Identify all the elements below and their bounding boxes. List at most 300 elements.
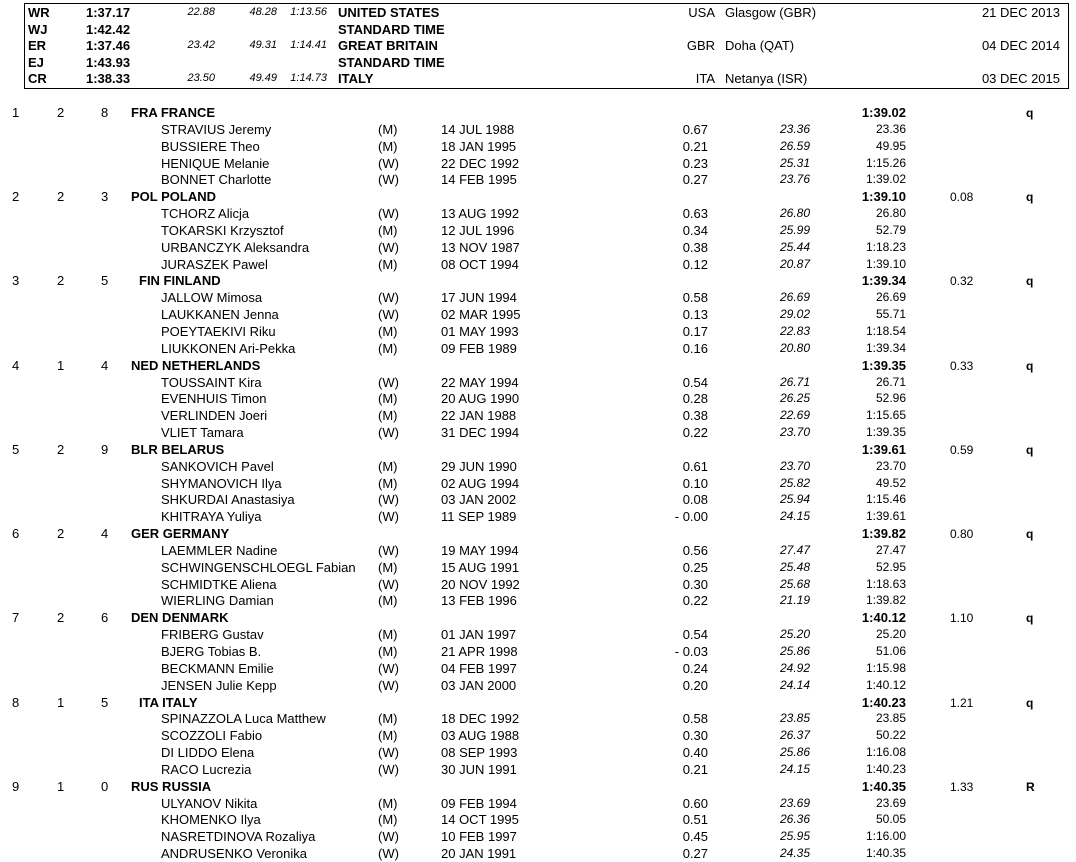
swimmer-birthdate: 12 JUL 1996 bbox=[441, 222, 515, 238]
reaction-time: 0.38 bbox=[682, 408, 708, 424]
leg-split: 25.31 bbox=[779, 155, 810, 170]
swimmer-birthdate: 03 AUG 1988 bbox=[441, 728, 520, 744]
qualification-mark: q bbox=[1026, 442, 1034, 457]
swimmer-name: STRAVIUS Jeremy bbox=[161, 121, 272, 137]
swimmer-row bbox=[0, 407, 1076, 424]
swimmer-row bbox=[0, 828, 1076, 845]
swimmer-name: POEYTAEKIVI Riku bbox=[161, 323, 276, 339]
reaction-time: 0.51 bbox=[682, 812, 708, 828]
record-noc: USA bbox=[688, 5, 715, 20]
swimmer-gender: (W) bbox=[378, 172, 399, 188]
swimmer-name: JALLOW Mimosa bbox=[161, 290, 263, 306]
cumulative-time: 1:39.82 bbox=[865, 593, 906, 608]
team-heat: 1 bbox=[57, 357, 65, 373]
swimmer-row bbox=[0, 121, 1076, 138]
team-time-behind: 0.08 bbox=[950, 190, 974, 205]
swimmer-row bbox=[0, 576, 1076, 593]
leg-split: 24.92 bbox=[779, 660, 810, 675]
team-rank: 3 bbox=[12, 273, 20, 289]
reaction-time: 0.24 bbox=[682, 660, 708, 676]
swimmer-name: LAUKKANEN Jenna bbox=[161, 307, 279, 323]
swimmer-row bbox=[0, 340, 1076, 357]
reaction-time: 0.08 bbox=[682, 492, 708, 508]
swimmer-gender: (M) bbox=[378, 728, 398, 744]
reaction-time: 0.25 bbox=[682, 559, 708, 575]
cumulative-time: 1:18.23 bbox=[865, 239, 906, 254]
reaction-time: 0.58 bbox=[682, 711, 708, 727]
swimmer-name: TOUSSAINT Kira bbox=[161, 374, 262, 390]
swimmer-birthdate: 20 NOV 1992 bbox=[441, 576, 520, 592]
swimmer-name: SPINAZZOLA Luca Matthew bbox=[161, 711, 326, 727]
swimmer-birthdate: 11 SEP 1989 bbox=[441, 509, 517, 525]
swimmer-birthdate: 13 AUG 1992 bbox=[441, 206, 520, 222]
swimmer-name: JENSEN Julie Kepp bbox=[161, 677, 277, 693]
team-row bbox=[0, 609, 1076, 626]
swimmer-name: SHKURDAI Anastasiya bbox=[161, 492, 295, 508]
record-code: EJ bbox=[28, 54, 44, 70]
leg-split: 25.99 bbox=[779, 222, 810, 237]
swimmer-gender: (W) bbox=[378, 829, 399, 845]
swimmer-gender: (M) bbox=[378, 559, 398, 575]
team-time-behind: 0.33 bbox=[950, 358, 974, 373]
swimmer-birthdate: 31 DEC 1994 bbox=[441, 425, 520, 441]
cumulative-time: 1:15.46 bbox=[865, 492, 906, 507]
record-time: 1:42.42 bbox=[86, 21, 131, 37]
swimmer-name: SCHWINGENSCHLOEGL Fabian bbox=[161, 559, 356, 575]
record-code: WR bbox=[28, 5, 50, 20]
swimmer-name: SCHMIDTKE Aliena bbox=[161, 576, 277, 592]
team-total-time: 1:39.02 bbox=[861, 105, 906, 120]
swimmer-gender: (W) bbox=[378, 509, 399, 525]
team-rank: 5 bbox=[12, 441, 20, 457]
team-lane: 3 bbox=[101, 189, 109, 205]
swimmer-name: ANDRUSENKO Veronika bbox=[161, 846, 307, 862]
reaction-time: 0.54 bbox=[682, 374, 708, 390]
leg-split: 25.68 bbox=[779, 576, 810, 591]
team-heat: 2 bbox=[57, 526, 65, 542]
swimmer-row bbox=[0, 542, 1076, 559]
team-time-behind: 0.80 bbox=[950, 527, 974, 542]
record-holder: UNITED STATES bbox=[338, 5, 440, 20]
cumulative-time: 1:16.00 bbox=[865, 829, 906, 844]
swimmer-name: LIUKKONEN Ari-Pekka bbox=[161, 340, 296, 356]
swimmer-gender: (W) bbox=[378, 307, 399, 323]
swimmer-row bbox=[0, 424, 1076, 441]
swimmer-birthdate: 09 FEB 1989 bbox=[441, 340, 517, 356]
leg-split: 26.37 bbox=[779, 728, 810, 743]
cumulative-time: 1:39.34 bbox=[865, 340, 906, 355]
swimmer-gender: (W) bbox=[378, 677, 399, 693]
swimmer-birthdate: 22 JAN 1988 bbox=[441, 408, 517, 424]
team-name: NED NETHERLANDS bbox=[131, 357, 261, 373]
swimmer-name: RACO Lucrezia bbox=[161, 761, 252, 777]
cumulative-time: 49.52 bbox=[875, 475, 906, 490]
team-time-behind: 0.59 bbox=[950, 442, 974, 457]
swimmer-name: BUSSIERE Theo bbox=[161, 138, 260, 154]
team-lane: 4 bbox=[101, 357, 109, 373]
swimmer-birthdate: 30 JUN 1991 bbox=[441, 761, 517, 777]
reaction-time: 0.23 bbox=[682, 155, 708, 171]
swimmer-birthdate: 10 FEB 1997 bbox=[441, 829, 517, 845]
team-heat: 2 bbox=[57, 441, 65, 457]
cumulative-time: 52.95 bbox=[875, 559, 906, 574]
swimmer-gender: (M) bbox=[378, 408, 398, 424]
swimmer-row bbox=[0, 643, 1076, 660]
team-rank: 6 bbox=[12, 526, 20, 542]
team-rank: 8 bbox=[12, 694, 20, 710]
cumulative-time: 1:39.35 bbox=[865, 425, 906, 440]
swimmer-gender: (M) bbox=[378, 138, 398, 154]
reaction-time: 0.56 bbox=[682, 542, 708, 558]
cumulative-time: 1:18.54 bbox=[865, 323, 906, 338]
cumulative-time: 1:39.10 bbox=[865, 256, 906, 271]
team-heat: 1 bbox=[57, 694, 65, 710]
reaction-time: 0.20 bbox=[682, 677, 708, 693]
record-place: Netanya (ISR) bbox=[725, 71, 808, 87]
swimmer-birthdate: 08 OCT 1994 bbox=[441, 256, 519, 272]
team-name: BLR BELARUS bbox=[131, 441, 225, 457]
swimmer-gender: (W) bbox=[378, 155, 399, 171]
swimmer-birthdate: 09 FEB 1994 bbox=[441, 795, 517, 811]
team-row bbox=[0, 694, 1076, 711]
reaction-time: 0.21 bbox=[682, 138, 708, 154]
team-total-time: 1:39.61 bbox=[861, 441, 906, 457]
reaction-time: 0.22 bbox=[682, 593, 708, 609]
swimmer-name: WIERLING Damian bbox=[161, 593, 274, 609]
swimmer-gender: (M) bbox=[378, 391, 398, 407]
swimmer-name: VLIET Tamara bbox=[161, 425, 244, 441]
qualification-mark: q bbox=[1026, 611, 1034, 626]
swimmer-row bbox=[0, 289, 1076, 306]
cumulative-time: 1:40.35 bbox=[865, 846, 906, 861]
swimmer-gender: (M) bbox=[378, 323, 398, 339]
cumulative-time: 52.79 bbox=[875, 222, 906, 237]
swimmer-name: VERLINDEN Joeri bbox=[161, 408, 268, 424]
reaction-time: 0.45 bbox=[682, 829, 708, 845]
leg-split: 23.76 bbox=[779, 172, 810, 187]
record-split: 49.31 bbox=[249, 39, 277, 52]
swimmer-name: HENIQUE Melanie bbox=[161, 155, 270, 171]
leg-split: 26.59 bbox=[779, 138, 810, 153]
cumulative-time: 49.95 bbox=[875, 138, 906, 153]
record-time: 1:37.17 bbox=[86, 5, 131, 20]
leg-split: 22.83 bbox=[779, 323, 810, 338]
team-total-time: 1:40.12 bbox=[861, 610, 906, 626]
qualification-mark: R bbox=[1026, 779, 1035, 794]
swimmer-row bbox=[0, 155, 1076, 172]
team-total-time: 1:40.23 bbox=[861, 694, 906, 710]
cumulative-time: 25.20 bbox=[875, 627, 906, 642]
record-time: 1:37.46 bbox=[86, 38, 131, 54]
leg-split: 24.14 bbox=[779, 677, 810, 692]
team-name: ITA ITALY bbox=[139, 694, 198, 710]
leg-split: 24.15 bbox=[779, 761, 810, 776]
swimmer-row bbox=[0, 744, 1076, 761]
qualification-mark: q bbox=[1026, 527, 1034, 542]
swimmer-row bbox=[0, 222, 1076, 239]
swimmer-row bbox=[0, 171, 1076, 188]
team-row bbox=[0, 188, 1076, 205]
swimmer-row bbox=[0, 710, 1076, 727]
swimmer-birthdate: 04 FEB 1997 bbox=[441, 660, 517, 676]
swimmer-name: FRIBERG Gustav bbox=[161, 627, 264, 643]
swimmer-row bbox=[0, 727, 1076, 744]
leg-split: 25.86 bbox=[779, 745, 810, 760]
cumulative-time: 1:39.02 bbox=[865, 172, 906, 187]
swimmer-birthdate: 21 APR 1998 bbox=[441, 644, 518, 659]
swimmer-name: SANKOVICH Pavel bbox=[161, 458, 274, 474]
record-row bbox=[25, 37, 1068, 54]
reaction-time: 0.60 bbox=[682, 795, 708, 811]
swimmer-row bbox=[0, 811, 1076, 828]
swimmer-gender: (W) bbox=[378, 374, 399, 390]
cumulative-time: 1:18.63 bbox=[865, 576, 906, 591]
team-rank: 2 bbox=[12, 189, 20, 205]
leg-split: 29.02 bbox=[779, 307, 810, 322]
swimmer-gender: (W) bbox=[378, 761, 399, 777]
cumulative-time: 23.36 bbox=[875, 121, 906, 136]
reaction-time: 0.27 bbox=[682, 846, 708, 862]
swimmer-row bbox=[0, 475, 1076, 492]
swimmer-name: TCHORZ Alicja bbox=[161, 206, 250, 222]
record-code: WJ bbox=[28, 21, 48, 37]
reaction-time: 0.17 bbox=[682, 323, 708, 339]
swimmer-row bbox=[0, 845, 1076, 862]
team-rank: 4 bbox=[12, 357, 20, 373]
team-total-time: 1:39.10 bbox=[861, 189, 906, 205]
swimmer-gender: (W) bbox=[378, 846, 399, 862]
swimmer-name: JURASZEK Pawel bbox=[161, 256, 268, 272]
leg-split: 25.44 bbox=[779, 239, 810, 254]
reaction-time: - 0.00 bbox=[674, 509, 708, 525]
qualification-mark: q bbox=[1026, 358, 1034, 373]
team-row bbox=[0, 104, 1076, 121]
leg-split: 26.80 bbox=[779, 206, 810, 221]
swimmer-gender: (M) bbox=[378, 458, 398, 474]
team-time-behind: 1.33 bbox=[950, 779, 974, 794]
swimmer-row bbox=[0, 626, 1076, 643]
reaction-time: 0.34 bbox=[682, 222, 708, 238]
swimmer-gender: (M) bbox=[378, 222, 398, 238]
team-total-time: 1:39.34 bbox=[861, 273, 906, 289]
swimmer-gender: (W) bbox=[378, 425, 399, 441]
swimmer-gender: (M) bbox=[378, 812, 398, 828]
cumulative-time: 1:39.61 bbox=[865, 509, 906, 524]
swimmer-row bbox=[0, 458, 1076, 475]
leg-split: 25.82 bbox=[779, 475, 810, 490]
leg-split: 26.25 bbox=[779, 391, 810, 406]
swimmer-birthdate: 20 JAN 1991 bbox=[441, 846, 517, 862]
swimmer-birthdate: 14 JUL 1988 bbox=[441, 121, 515, 137]
team-time-behind: 0.32 bbox=[950, 274, 974, 289]
record-place: Glasgow (GBR) bbox=[725, 5, 817, 20]
swimmer-birthdate: 02 MAR 1995 bbox=[441, 307, 521, 323]
swimmer-gender: (W) bbox=[378, 542, 399, 558]
swimmer-row bbox=[0, 761, 1076, 778]
cumulative-time: 51.06 bbox=[875, 644, 906, 658]
reaction-time: 0.10 bbox=[682, 475, 708, 491]
swimmer-name: EVENHUIS Timon bbox=[161, 391, 267, 407]
reaction-time: 0.30 bbox=[682, 728, 708, 744]
leg-split: 26.36 bbox=[779, 812, 810, 827]
swimmer-birthdate: 18 DEC 1992 bbox=[441, 711, 520, 727]
team-lane: 6 bbox=[101, 610, 109, 626]
cumulative-time: 26.69 bbox=[875, 290, 906, 305]
team-heat: 2 bbox=[57, 610, 65, 626]
swimmer-row bbox=[0, 508, 1076, 525]
swimmer-name: DI LIDDO Elena bbox=[161, 745, 255, 761]
record-split: 1:13.56 bbox=[290, 6, 327, 18]
team-lane: 8 bbox=[101, 105, 109, 120]
swimmer-name: URBANCZYK Aleksandra bbox=[161, 239, 310, 255]
record-row bbox=[25, 21, 1068, 38]
team-rank: 7 bbox=[12, 610, 20, 626]
record-holder: STANDARD TIME bbox=[338, 54, 445, 70]
team-name: RUS RUSSIA bbox=[131, 778, 212, 794]
team-row bbox=[0, 778, 1076, 795]
record-noc: ITA bbox=[695, 71, 715, 87]
swimmer-gender: (M) bbox=[378, 795, 398, 811]
swimmer-birthdate: 18 JAN 1995 bbox=[441, 138, 517, 154]
swimmer-row bbox=[0, 205, 1076, 222]
swimmer-gender: (M) bbox=[378, 593, 398, 609]
swimmer-name: NASRETDINOVA Rozaliya bbox=[161, 829, 316, 845]
record-row bbox=[25, 54, 1068, 71]
swimmer-gender: (W) bbox=[378, 576, 399, 592]
swimmer-gender: (W) bbox=[378, 492, 399, 508]
leg-split: 23.85 bbox=[779, 711, 810, 726]
reaction-time: 0.67 bbox=[682, 121, 708, 137]
swimmer-row bbox=[0, 660, 1076, 677]
team-row bbox=[0, 357, 1076, 374]
team-lane: 5 bbox=[101, 694, 109, 710]
swimmer-row bbox=[0, 306, 1076, 323]
team-total-time: 1:40.35 bbox=[861, 778, 906, 794]
reaction-time: 0.16 bbox=[682, 340, 708, 356]
cumulative-time: 23.69 bbox=[875, 795, 906, 810]
cumulative-time: 52.96 bbox=[875, 391, 906, 406]
swimmer-name: KHITRAYA Yuliya bbox=[161, 509, 262, 525]
swimmer-row bbox=[0, 592, 1076, 609]
reaction-time: 0.63 bbox=[682, 206, 708, 222]
qualification-mark: q bbox=[1026, 190, 1034, 205]
swimmer-gender: (M) bbox=[378, 644, 398, 659]
swimmer-birthdate: 22 MAY 1994 bbox=[441, 374, 519, 390]
record-date: 03 DEC 2015 bbox=[981, 71, 1060, 87]
leg-split: 20.80 bbox=[779, 340, 810, 355]
team-name: FRA FRANCE bbox=[131, 105, 216, 120]
leg-split: 23.69 bbox=[779, 795, 810, 810]
reaction-time: 0.38 bbox=[682, 239, 708, 255]
record-noc: GBR bbox=[686, 38, 715, 54]
swimmer-gender: (M) bbox=[378, 475, 398, 491]
record-split: 48.28 bbox=[249, 6, 277, 18]
swimmer-gender: (W) bbox=[378, 290, 399, 306]
reaction-time: 0.54 bbox=[682, 627, 708, 643]
swimmer-birthdate: 19 MAY 1994 bbox=[441, 542, 519, 558]
swimmer-gender: (W) bbox=[378, 745, 399, 761]
leg-split: 26.71 bbox=[779, 374, 810, 389]
swimmer-gender: (M) bbox=[378, 340, 398, 356]
team-name: FIN FINLAND bbox=[139, 273, 221, 289]
team-total-time: 1:39.82 bbox=[861, 526, 906, 542]
swimmer-row bbox=[0, 491, 1076, 508]
record-split: 23.42 bbox=[187, 39, 215, 52]
record-code: CR bbox=[28, 71, 47, 87]
leg-split: 21.19 bbox=[779, 593, 810, 608]
record-holder: STANDARD TIME bbox=[338, 21, 445, 37]
qualification-mark: q bbox=[1026, 274, 1034, 289]
swimmer-row bbox=[0, 138, 1076, 155]
swimmer-birthdate: 03 JAN 2000 bbox=[441, 677, 517, 693]
swimmer-name: SCOZZOLI Fabio bbox=[161, 728, 263, 744]
leg-split: 23.70 bbox=[779, 458, 810, 473]
record-holder: ITALY bbox=[338, 71, 374, 87]
cumulative-time: 1:16.08 bbox=[865, 745, 906, 760]
leg-split: 23.70 bbox=[779, 425, 810, 440]
swimmer-birthdate: 14 FEB 1995 bbox=[441, 172, 517, 188]
swimmer-birthdate: 15 AUG 1991 bbox=[441, 559, 520, 575]
leg-split: 20.87 bbox=[779, 256, 810, 271]
team-lane: 4 bbox=[101, 526, 109, 542]
team-row bbox=[0, 441, 1076, 458]
team-heat: 1 bbox=[57, 778, 65, 794]
swimmer-gender: (M) bbox=[378, 121, 398, 137]
cumulative-time: 50.05 bbox=[875, 812, 906, 827]
swimmer-row bbox=[0, 390, 1076, 407]
swimmer-name: BECKMANN Emilie bbox=[161, 660, 274, 676]
swimmer-gender: (M) bbox=[378, 627, 398, 643]
swimmer-birthdate: 02 AUG 1994 bbox=[441, 475, 520, 491]
record-holder: GREAT BRITAIN bbox=[338, 38, 438, 54]
team-time-behind: 1.10 bbox=[950, 611, 974, 626]
reaction-time: 0.27 bbox=[682, 172, 708, 188]
team-lane: 0 bbox=[101, 778, 109, 794]
cumulative-time: 1:40.12 bbox=[865, 677, 906, 692]
records-box bbox=[24, 3, 1069, 89]
cumulative-time: 1:15.98 bbox=[865, 660, 906, 675]
record-place: Doha (QAT) bbox=[725, 38, 795, 54]
reaction-time: 0.22 bbox=[682, 425, 708, 441]
leg-split: 25.95 bbox=[779, 829, 810, 844]
swimmer-birthdate: 20 AUG 1990 bbox=[441, 391, 520, 407]
team-name: POL POLAND bbox=[131, 189, 216, 205]
reaction-time: - 0.03 bbox=[674, 644, 708, 659]
record-date: 04 DEC 2014 bbox=[981, 38, 1060, 54]
leg-split: 27.47 bbox=[779, 542, 810, 557]
leg-split: 25.86 bbox=[779, 644, 810, 658]
team-row bbox=[0, 525, 1076, 542]
swimmer-birthdate: 22 DEC 1992 bbox=[441, 155, 520, 171]
record-date: 21 DEC 2013 bbox=[981, 5, 1060, 20]
swimmer-name: ULYANOV Nikita bbox=[161, 795, 258, 811]
reaction-time: 0.12 bbox=[682, 256, 708, 272]
record-time: 1:43.93 bbox=[86, 54, 131, 70]
swimmer-row bbox=[0, 256, 1076, 273]
leg-split: 24.35 bbox=[779, 846, 810, 861]
leg-split: 23.36 bbox=[779, 121, 810, 136]
reaction-time: 0.58 bbox=[682, 290, 708, 306]
leg-split: 26.69 bbox=[779, 290, 810, 305]
swimmer-row bbox=[0, 559, 1076, 576]
leg-split: 25.20 bbox=[779, 627, 810, 642]
team-heat: 2 bbox=[57, 273, 65, 289]
cumulative-time: 26.71 bbox=[875, 374, 906, 389]
swimmer-name: BJERG Tobias B. bbox=[161, 644, 262, 659]
swimmer-birthdate: 08 SEP 1993 bbox=[441, 745, 518, 761]
cumulative-time: 50.22 bbox=[875, 728, 906, 743]
swimmer-birthdate: 01 MAY 1993 bbox=[441, 323, 519, 339]
